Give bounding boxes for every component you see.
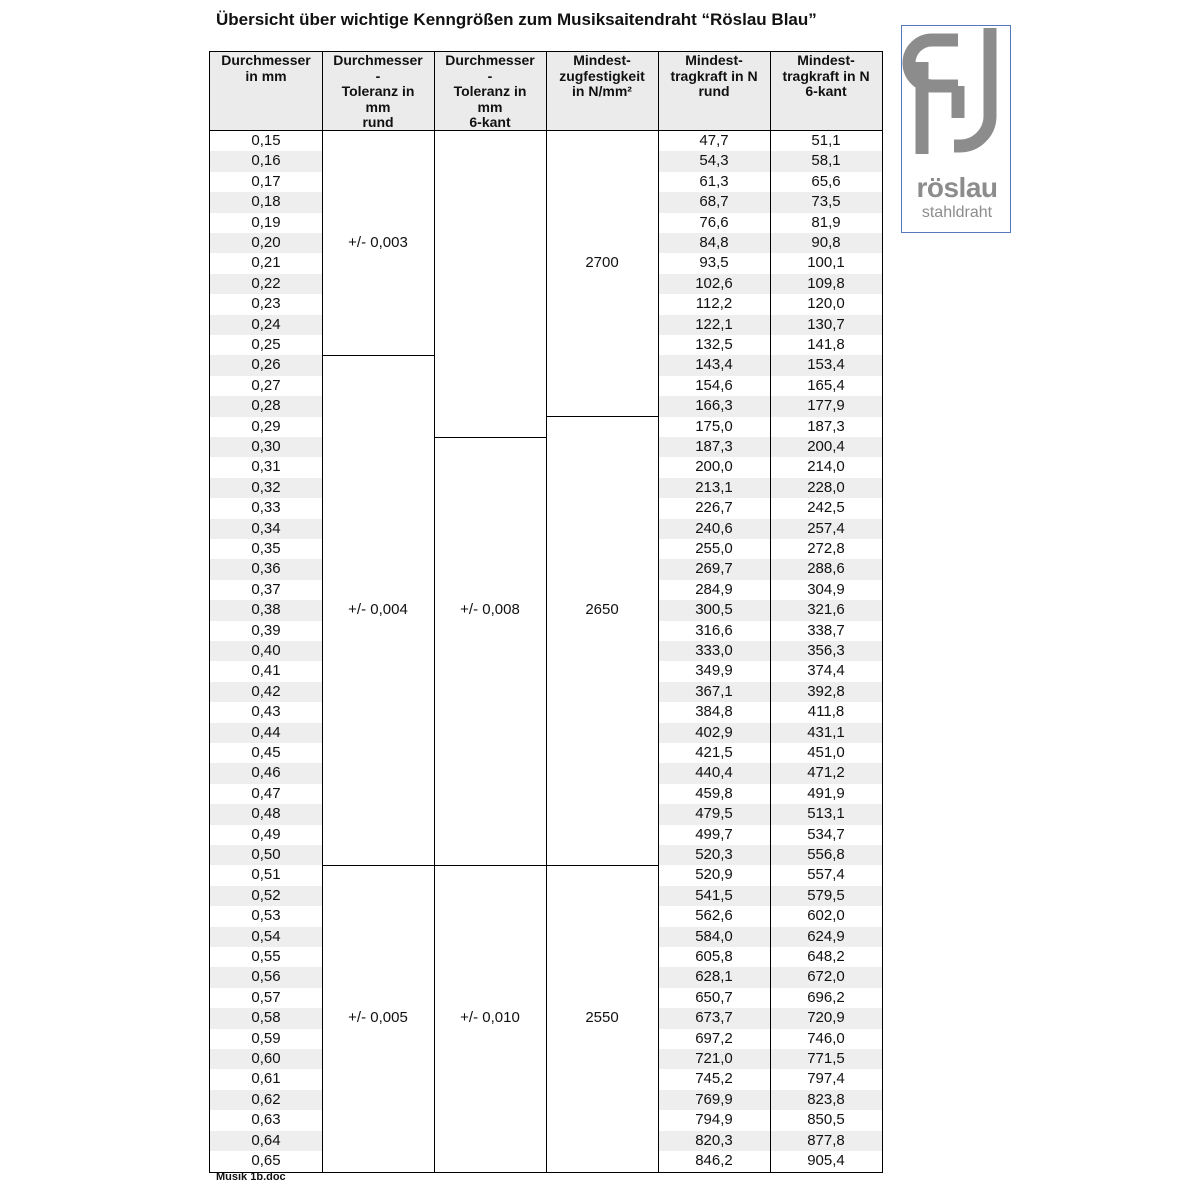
diameter-cell: 0,17	[251, 172, 281, 190]
diameter-cell: 0,39	[251, 621, 281, 639]
roeslau-logo	[901, 25, 1011, 233]
load-hex-cell: 288,6	[807, 560, 845, 578]
diameter-cell: 0,30	[251, 438, 281, 455]
load-hex-cell: 491,9	[807, 784, 845, 802]
load-hex-cell: 214,0	[807, 458, 845, 476]
diameter-cell: 0,34	[251, 519, 281, 537]
load-hex-cell: 624,9	[807, 927, 845, 945]
load-hex-cell: 905,4	[807, 1152, 845, 1169]
load-hex-cell: 451,0	[807, 744, 845, 761]
load-round-cell: 93,5	[699, 254, 729, 272]
load-hex-cell: 73,5	[811, 193, 841, 211]
load-round-cell: 349,9	[695, 662, 733, 680]
load-hex-cell: 556,8	[807, 846, 845, 863]
tolerance-hex-value: +/- 0,008	[460, 601, 520, 619]
load-hex-cell: 51,1	[811, 132, 841, 149]
diameter-cell: 0,53	[251, 907, 281, 925]
tolerance-round-group	[322, 355, 434, 865]
load-hex-cell: 338,7	[807, 621, 845, 639]
diameter-cell: 0,21	[251, 254, 281, 272]
diameter-cell: 0,64	[251, 1131, 281, 1149]
load-hex-cell: 242,5	[807, 499, 845, 517]
load-round-cell: 54,3	[699, 152, 729, 170]
group-divider	[434, 437, 546, 438]
diameter-cell: 0,63	[251, 1111, 281, 1129]
diameter-cell: 0,28	[251, 397, 281, 415]
load-round-cell: 367,1	[695, 682, 733, 700]
diameter-cell: 0,22	[251, 274, 281, 292]
diameter-cell: 0,25	[251, 336, 281, 353]
group-divider	[322, 865, 434, 866]
load-round-cell: 562,6	[695, 907, 733, 925]
diameter-cell: 0,65	[251, 1152, 281, 1169]
load-round-cell: 166,3	[695, 397, 733, 415]
tensile-value: 2650	[585, 601, 619, 619]
load-round-cell: 402,9	[695, 723, 733, 741]
load-round-cell: 226,7	[695, 499, 733, 517]
load-round-cell: 745,2	[695, 1070, 733, 1088]
load-hex-cell: 356,3	[807, 642, 845, 659]
load-hex-cell: 81,9	[811, 213, 841, 231]
load-round-cell: 673,7	[695, 1009, 733, 1027]
tensile-value: 2700	[585, 254, 619, 272]
load-hex-cell: 141,8	[807, 336, 845, 353]
load-hex-cell: 602,0	[807, 907, 845, 925]
column-header: Durchmesser - Toleranz in mm 6-kant	[445, 52, 535, 130]
load-round-cell: 255,0	[695, 540, 733, 557]
diameter-cell: 0,43	[251, 703, 281, 721]
load-hex-cell: 374,4	[807, 662, 845, 680]
load-round-cell: 520,9	[695, 866, 733, 884]
diameter-cell: 0,60	[251, 1050, 281, 1067]
load-hex-cell: 65,6	[811, 172, 841, 190]
column-header: Mindest- tragkraft in N 6-kant	[782, 52, 870, 99]
load-hex-cell: 109,8	[807, 274, 845, 292]
column-divider	[770, 52, 771, 1172]
roeslau-logo-icon	[902, 26, 1010, 176]
load-round-cell: 61,3	[699, 172, 729, 190]
load-round-cell: 650,7	[695, 988, 733, 1006]
load-round-cell: 499,7	[695, 825, 733, 843]
column-divider	[658, 52, 659, 1172]
load-round-cell: 479,5	[695, 805, 733, 823]
load-round-cell: 421,5	[695, 744, 733, 761]
load-round-cell: 187,3	[695, 438, 733, 455]
load-hex-cell: 797,4	[807, 1070, 845, 1088]
load-round-cell: 333,0	[695, 642, 733, 659]
diameter-cell: 0,58	[251, 1009, 281, 1027]
load-round-cell: 459,8	[695, 784, 733, 802]
tolerance-hex-group	[434, 865, 546, 1171]
load-round-cell: 122,1	[695, 315, 733, 333]
diameter-cell: 0,19	[251, 213, 281, 231]
diameter-cell: 0,45	[251, 744, 281, 761]
column-divider	[546, 52, 547, 1172]
tensile-value: 2550	[585, 1009, 619, 1027]
diameter-cell: 0,56	[251, 968, 281, 986]
diameter-cell: 0,37	[251, 580, 281, 598]
load-round-cell: 175,0	[695, 417, 733, 435]
diameter-cell: 0,20	[251, 234, 281, 251]
load-round-cell: 628,1	[695, 968, 733, 986]
diameter-cell: 0,52	[251, 886, 281, 904]
load-hex-cell: 648,2	[807, 948, 845, 965]
load-round-cell: 102,6	[695, 274, 733, 292]
load-hex-cell: 720,9	[807, 1009, 845, 1027]
load-hex-cell: 850,5	[807, 1111, 845, 1129]
load-hex-cell: 471,2	[807, 764, 845, 782]
load-round-cell: 213,1	[695, 478, 733, 496]
tolerance-hex-group	[434, 437, 546, 865]
load-hex-cell: 513,1	[807, 805, 845, 823]
group-divider	[434, 865, 546, 866]
group-divider	[322, 355, 434, 356]
column-header: Durchmesser - Toleranz in mm rund	[333, 52, 423, 130]
column-divider	[322, 52, 323, 1172]
tolerance-round-group	[322, 131, 434, 355]
load-round-cell: 143,4	[695, 356, 733, 374]
load-round-cell: 605,8	[695, 948, 733, 965]
load-round-cell: 112,2	[695, 295, 733, 313]
document-filename: Musik 1b.doc	[216, 1171, 286, 1183]
load-hex-cell: 200,4	[807, 438, 845, 455]
load-hex-cell: 579,5	[807, 886, 845, 904]
load-hex-cell: 187,3	[807, 417, 845, 435]
column-divider	[434, 52, 435, 1172]
load-round-cell: 269,7	[695, 560, 733, 578]
load-round-cell: 84,8	[699, 234, 729, 251]
load-hex-cell: 228,0	[807, 478, 845, 496]
load-round-cell: 794,9	[695, 1111, 733, 1129]
diameter-cell: 0,18	[251, 193, 281, 211]
diameter-cell: 0,31	[251, 458, 281, 476]
load-hex-cell: 257,4	[807, 519, 845, 537]
load-round-cell: 846,2	[695, 1152, 733, 1169]
tensile-group	[546, 131, 658, 417]
diameter-cell: 0,59	[251, 1029, 281, 1047]
column-header: Mindest- zugfestigkeit in N/mm²	[559, 52, 645, 99]
load-hex-cell: 534,7	[807, 825, 845, 843]
load-round-cell: 384,8	[695, 703, 733, 721]
tensile-group	[546, 417, 658, 866]
load-hex-cell: 672,0	[807, 968, 845, 986]
load-hex-cell: 90,8	[811, 234, 841, 251]
logo-tagline-text: stahldraht	[921, 204, 993, 221]
tolerance-round-value: +/- 0,004	[348, 601, 408, 619]
load-hex-cell: 58,1	[811, 152, 841, 170]
diameter-cell: 0,23	[251, 295, 281, 313]
tensile-group	[546, 865, 658, 1171]
diameter-cell: 0,61	[251, 1070, 281, 1088]
load-hex-cell: 877,8	[807, 1131, 845, 1149]
load-hex-cell: 165,4	[807, 376, 845, 394]
load-round-cell: 721,0	[695, 1050, 733, 1067]
tolerance-round-value: +/- 0,005	[348, 1009, 408, 1027]
tolerance-round-group	[322, 865, 434, 1171]
diameter-cell: 0,55	[251, 948, 281, 965]
load-round-cell: 820,3	[695, 1131, 733, 1149]
logo-brand-text: röslau	[916, 172, 998, 203]
diameter-cell: 0,49	[251, 825, 281, 843]
load-hex-cell: 153,4	[807, 356, 845, 374]
load-round-cell: 68,7	[699, 193, 729, 211]
diameter-cell: 0,24	[251, 315, 281, 333]
diameter-cell: 0,54	[251, 927, 281, 945]
load-round-cell: 132,5	[695, 336, 733, 353]
properties-table	[209, 51, 883, 1173]
load-hex-cell: 557,4	[807, 866, 845, 884]
load-round-cell: 520,3	[695, 846, 733, 863]
load-hex-cell: 746,0	[807, 1029, 845, 1047]
diameter-cell: 0,47	[251, 784, 281, 802]
group-divider	[546, 865, 658, 866]
load-round-cell: 240,6	[695, 519, 733, 537]
diameter-cell: 0,48	[251, 805, 281, 823]
column-header: Durchmesser in mm	[221, 52, 311, 84]
load-hex-cell: 120,0	[807, 295, 845, 313]
diameter-cell: 0,62	[251, 1090, 281, 1108]
load-round-cell: 300,5	[695, 601, 733, 619]
load-hex-cell: 823,8	[807, 1090, 845, 1108]
load-round-cell: 697,2	[695, 1029, 733, 1047]
diameter-cell: 0,26	[251, 356, 281, 374]
load-round-cell: 154,6	[695, 376, 733, 394]
load-round-cell: 284,9	[695, 580, 733, 598]
diameter-cell: 0,42	[251, 682, 281, 700]
load-hex-cell: 696,2	[807, 988, 845, 1006]
load-round-cell: 769,9	[695, 1090, 733, 1108]
diameter-cell: 0,15	[251, 132, 281, 149]
diameter-cell: 0,38	[251, 601, 281, 619]
tolerance-hex-group	[434, 131, 546, 437]
diameter-cell: 0,27	[251, 376, 281, 394]
tolerance-round-value: +/- 0,003	[348, 234, 408, 251]
diameter-cell: 0,57	[251, 988, 281, 1006]
diameter-cell: 0,33	[251, 499, 281, 517]
load-hex-cell: 392,8	[807, 682, 845, 700]
diameter-cell: 0,41	[251, 662, 281, 680]
load-hex-cell: 771,5	[807, 1050, 845, 1067]
diameter-cell: 0,46	[251, 764, 281, 782]
diameter-cell: 0,51	[251, 866, 281, 884]
diameter-cell: 0,44	[251, 723, 281, 741]
load-hex-cell: 321,6	[807, 601, 845, 619]
load-hex-cell: 431,1	[807, 723, 845, 741]
load-hex-cell: 130,7	[807, 315, 845, 333]
diameter-cell: 0,29	[251, 417, 281, 435]
diameter-cell: 0,50	[251, 846, 281, 863]
diameter-cell: 0,40	[251, 642, 281, 659]
load-hex-cell: 272,8	[807, 540, 845, 557]
load-round-cell: 316,6	[695, 621, 733, 639]
load-round-cell: 440,4	[695, 764, 733, 782]
load-round-cell: 541,5	[695, 886, 733, 904]
group-divider	[546, 416, 658, 417]
diameter-cell: 0,35	[251, 540, 281, 557]
diameter-cell: 0,32	[251, 478, 281, 496]
load-round-cell: 584,0	[695, 927, 733, 945]
page-title: Übersicht über wichtige Kenngrößen zum Musiksaitendraht “Röslau Blau”	[216, 10, 817, 29]
column-header: Mindest- tragkraft in N rund	[670, 52, 758, 99]
load-hex-cell: 100,1	[807, 254, 845, 272]
load-hex-cell: 411,8	[807, 703, 845, 721]
load-hex-cell: 304,9	[807, 580, 845, 598]
tolerance-hex-value: +/- 0,010	[460, 1009, 520, 1027]
load-round-cell: 47,7	[699, 132, 729, 149]
diameter-cell: 0,16	[251, 152, 281, 170]
diameter-cell: 0,36	[251, 560, 281, 578]
load-hex-cell: 177,9	[807, 397, 845, 415]
load-round-cell: 200,0	[695, 458, 733, 476]
load-round-cell: 76,6	[699, 213, 729, 231]
